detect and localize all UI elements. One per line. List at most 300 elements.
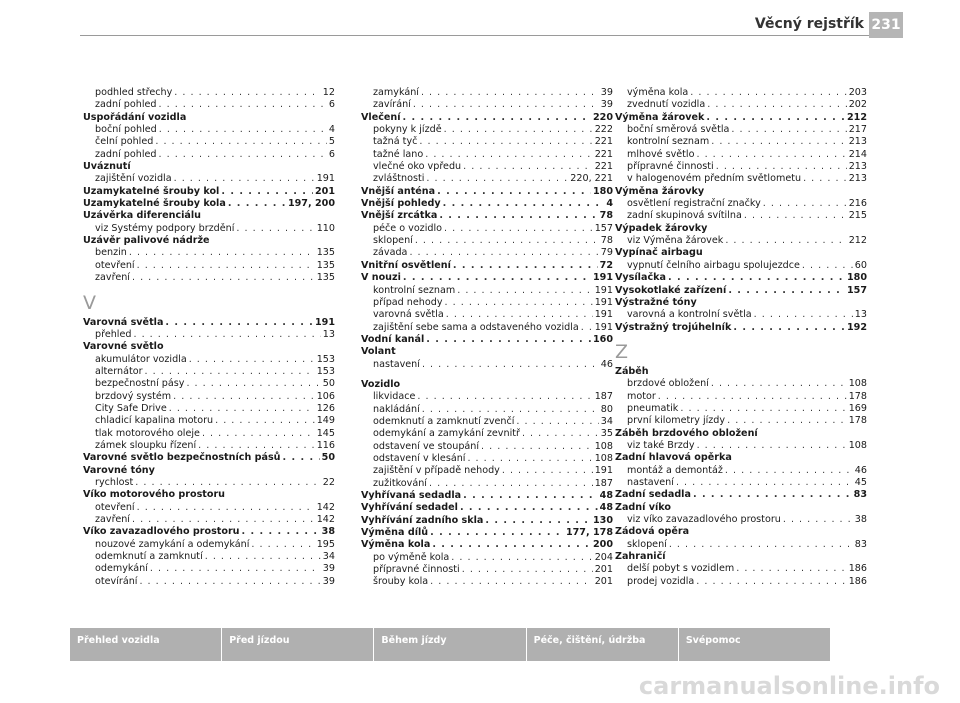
leader-dots xyxy=(205,551,321,563)
leader-dots xyxy=(159,149,327,161)
leader-dots xyxy=(174,87,321,99)
entry-page-ref[interactable]: 191 xyxy=(594,465,613,477)
entry-term: Vlečení xyxy=(361,111,401,123)
entry-term: výměna kola xyxy=(627,87,689,98)
leader-dots xyxy=(432,539,591,551)
entry-term: Vyhřívání sedadel xyxy=(361,502,458,514)
index-entry xyxy=(83,210,335,222)
entry-page-ref[interactable]: 22 xyxy=(322,476,335,488)
entry-page-ref[interactable]: 45 xyxy=(854,476,867,488)
index-entry xyxy=(361,260,613,272)
leader-dots xyxy=(460,502,598,514)
entry-page-ref[interactable]: 177, 178 xyxy=(565,527,613,539)
entry-term: vlečné oko vpředu xyxy=(373,161,462,173)
leader-dots xyxy=(133,329,320,341)
leader-dots xyxy=(221,186,313,198)
entry-page-ref[interactable]: 191 xyxy=(592,272,613,284)
index-subentry xyxy=(83,576,335,588)
entry-page-ref[interactable]: 135 xyxy=(316,272,335,284)
leader-dots xyxy=(736,563,846,575)
index-entry xyxy=(615,366,867,378)
leader-dots xyxy=(426,334,591,346)
index-subentry xyxy=(83,514,335,526)
entry-term: bezpečnostní pásy xyxy=(95,378,185,390)
entry-page-ref[interactable]: 78 xyxy=(600,235,613,247)
entry-page-ref[interactable]: 157 xyxy=(594,222,613,234)
entry-term: brzdový systém xyxy=(95,390,172,402)
index-subentry xyxy=(83,440,335,452)
entry-term: Varovné světlo bezpečnostních pásů xyxy=(83,452,281,464)
index-subentry xyxy=(361,87,613,99)
leader-dots xyxy=(444,223,593,235)
index-subentry xyxy=(615,161,867,173)
chapter-tabs xyxy=(70,628,830,661)
leader-dots xyxy=(725,465,853,477)
entry-term: péče o vozidlo xyxy=(373,222,443,234)
entry-page-ref[interactable]: 178 xyxy=(848,390,867,402)
leader-dots xyxy=(658,391,847,403)
leader-dots xyxy=(446,309,593,321)
entry-term: alternátor xyxy=(95,365,143,377)
index-subentry xyxy=(361,478,613,490)
tab-svepomoc[interactable]: Svépomoc xyxy=(679,628,830,661)
leader-dots xyxy=(186,378,320,390)
leader-dots xyxy=(696,576,846,588)
leader-dots xyxy=(422,359,599,371)
tab-prehled-vozidla[interactable]: Přehled vozidla xyxy=(70,628,222,661)
entry-page-ref[interactable]: 157 xyxy=(846,284,867,296)
entry-term: zavření xyxy=(95,514,130,525)
entry-page-ref[interactable]: 60 xyxy=(854,259,867,271)
leader-dots xyxy=(451,552,592,564)
index-subentry xyxy=(83,247,335,259)
index-entry xyxy=(361,210,613,222)
index-entry xyxy=(615,112,867,124)
entry-page-ref[interactable]: 221 xyxy=(594,136,613,148)
leader-dots xyxy=(457,285,592,297)
entry-page-ref[interactable]: 217 xyxy=(848,124,867,136)
entry-page-ref[interactable]: 200 xyxy=(592,539,613,551)
leader-dots xyxy=(443,198,605,210)
entry-term: Varovné tóny xyxy=(83,464,155,476)
entry-page-ref[interactable]: 39 xyxy=(600,87,613,98)
index-entry xyxy=(361,186,613,198)
entry-term: Výměna žárovky xyxy=(615,185,705,197)
entry-term: kontrolní seznam xyxy=(373,284,456,296)
entry-page-ref[interactable]: 39 xyxy=(600,99,613,111)
entry-term: likvidace xyxy=(373,391,416,403)
entry-term: Vodní kanál xyxy=(361,333,425,345)
entry-term: Varovné světlo xyxy=(83,341,164,353)
entry-page-ref[interactable]: 192 xyxy=(846,321,867,333)
leader-dots xyxy=(690,87,846,99)
leader-dots xyxy=(516,416,598,428)
entry-page-ref[interactable]: 221 xyxy=(594,161,613,173)
entry-term: Uzamykatelné šrouby kola xyxy=(83,198,226,210)
entry-term: montáž a demontáž xyxy=(627,464,723,476)
index-entry xyxy=(615,322,867,334)
entry-term: kontrolní seznam xyxy=(627,136,710,148)
leader-dots xyxy=(731,124,846,136)
spacer xyxy=(361,371,613,379)
entry-term: podhled střechy xyxy=(95,87,173,98)
leader-dots xyxy=(413,99,599,111)
index-subentry xyxy=(361,309,613,321)
entry-page-ref[interactable]: 108 xyxy=(594,452,613,464)
leader-dots xyxy=(415,235,599,247)
index-subentry xyxy=(615,149,867,161)
entry-term: boční pohled xyxy=(95,124,157,136)
entry-page-ref[interactable]: 78 xyxy=(599,210,613,222)
leader-dots xyxy=(137,502,315,514)
entry-page-ref[interactable]: 186 xyxy=(848,563,867,575)
entry-page-ref[interactable]: 72 xyxy=(599,259,613,271)
entry-page-ref[interactable]: 135 xyxy=(316,247,335,259)
index-subentry xyxy=(83,149,335,161)
entry-page-ref[interactable]: 79 xyxy=(600,247,613,259)
page-number: 231 xyxy=(869,12,903,38)
entry-page-ref[interactable]: 220, 221 xyxy=(570,173,613,185)
entry-page-ref[interactable]: 195 xyxy=(316,538,335,550)
entry-term: Zadní hlavová opěrka xyxy=(615,452,732,464)
index-entry xyxy=(615,551,867,563)
index-subentry xyxy=(361,285,613,297)
entry-page-ref[interactable]: 12 xyxy=(322,87,335,98)
index-subentry xyxy=(83,124,335,136)
entry-page-ref[interactable]: 80 xyxy=(600,403,613,415)
index-entry xyxy=(83,465,335,477)
entry-page-ref[interactable]: 180 xyxy=(846,272,867,284)
index-column-1 xyxy=(83,87,335,588)
entry-term: City Safe Drive xyxy=(95,402,167,414)
leader-dots xyxy=(716,161,847,173)
index-subentry xyxy=(615,124,867,136)
leader-dots xyxy=(669,539,853,551)
index-subentry xyxy=(361,149,613,161)
leader-dots xyxy=(522,428,599,440)
entry-term: prodej vozidla xyxy=(627,575,695,587)
leader-dots xyxy=(727,415,847,427)
leader-dots xyxy=(744,210,847,222)
leader-dots xyxy=(668,272,845,284)
entry-page-ref[interactable]: 212 xyxy=(846,111,867,123)
entry-term: Zahraničí xyxy=(615,551,666,563)
index-subentry xyxy=(361,404,613,416)
index-subentry xyxy=(361,124,613,136)
page-header xyxy=(0,0,960,46)
entry-page-ref[interactable]: 34 xyxy=(322,551,335,563)
index-entry xyxy=(83,112,335,124)
entry-term: nastavení xyxy=(373,358,420,370)
entry-page-ref[interactable]: 39 xyxy=(322,563,335,575)
index-subentry xyxy=(615,210,867,222)
entry-page-ref[interactable]: 187 xyxy=(594,477,613,489)
entry-term: odstavení v klesání xyxy=(373,452,466,464)
entry-page-ref[interactable]: 187 xyxy=(594,391,613,403)
entry-page-ref[interactable]: 50 xyxy=(321,452,335,464)
index-subentry xyxy=(83,366,335,378)
index-letter: Z xyxy=(615,340,629,363)
leader-dots xyxy=(707,99,846,111)
entry-page-ref[interactable]: 46 xyxy=(854,464,867,476)
index-entry xyxy=(361,490,613,502)
leader-dots xyxy=(236,223,314,235)
index-subentry xyxy=(83,563,335,575)
entry-page-ref[interactable]: 169 xyxy=(848,402,867,414)
leader-dots xyxy=(165,317,313,329)
index-subentry xyxy=(361,161,613,173)
index-entry xyxy=(615,489,867,501)
entry-page-ref[interactable]: 221 xyxy=(594,148,613,160)
entry-term: Záběh brzdového obložení xyxy=(615,427,758,439)
entry-page-ref[interactable]: 135 xyxy=(316,259,335,271)
entry-term: Víko zavazadlového prostoru xyxy=(83,526,240,538)
index-subentry xyxy=(615,514,867,526)
entry-page-ref[interactable]: 180 xyxy=(592,185,613,197)
index-subentry xyxy=(615,477,867,489)
entry-page-ref[interactable]: 191 xyxy=(594,321,613,333)
leader-dots xyxy=(803,173,847,185)
entry-page-ref[interactable]: 106 xyxy=(316,390,335,402)
entry-term: Volant xyxy=(361,346,396,358)
entry-term: viz Výměna žárovek xyxy=(627,235,724,247)
entry-page-ref[interactable]: 220 xyxy=(592,111,613,123)
entry-page-ref[interactable]: 204 xyxy=(594,551,613,563)
entry-page-ref[interactable]: 201 xyxy=(594,564,613,576)
leader-dots xyxy=(502,465,593,477)
leader-dots xyxy=(676,477,853,489)
entry-page-ref[interactable]: 201 xyxy=(314,185,335,197)
entry-page-ref[interactable]: 130 xyxy=(592,514,613,526)
entry-term: odemknutí a zamknutí xyxy=(95,551,203,563)
entry-term: zajištění v případě nehody xyxy=(373,465,500,477)
entry-page-ref[interactable]: 83 xyxy=(854,538,867,550)
index-subentry xyxy=(615,391,867,403)
entry-page-ref[interactable]: 83 xyxy=(853,489,867,501)
index-entry xyxy=(361,198,613,210)
entry-term: motor xyxy=(627,390,656,402)
entry-term: Víko motorového prostoru xyxy=(83,489,226,501)
index-subentry xyxy=(361,322,613,334)
entry-page-ref[interactable]: 149 xyxy=(316,415,335,427)
index-subentry xyxy=(615,465,867,477)
entry-page-ref[interactable]: 197, 200 xyxy=(287,198,335,210)
entry-page-ref[interactable]: 46 xyxy=(600,358,613,370)
entry-term: mlhové světlo xyxy=(627,148,695,160)
index-subentry xyxy=(615,539,867,551)
index-subentry xyxy=(83,223,335,235)
entry-page-ref[interactable]: 213 xyxy=(848,173,867,185)
index-entry xyxy=(615,502,867,514)
leader-dots xyxy=(711,378,847,390)
entry-term: Vyhřívaná sedadla xyxy=(361,490,462,501)
index-entry xyxy=(83,198,335,210)
leader-dots xyxy=(174,173,315,185)
entry-term: brzdové obložení xyxy=(627,378,709,390)
entry-term: Výměna dílů xyxy=(361,527,429,539)
entry-page-ref[interactable]: 38 xyxy=(321,526,335,538)
entry-page-ref[interactable]: 213 xyxy=(848,136,867,148)
leader-dots xyxy=(169,403,315,415)
entry-page-ref[interactable]: 201 xyxy=(594,576,613,588)
entry-page-ref[interactable]: 6 xyxy=(328,148,335,160)
index-subentry xyxy=(361,552,613,564)
entry-page-ref[interactable]: 108 xyxy=(848,378,867,390)
leader-dots xyxy=(437,186,591,198)
entry-page-ref[interactable]: 34 xyxy=(600,415,613,427)
index-column-3 xyxy=(615,87,867,588)
leader-dots xyxy=(159,124,327,136)
index-subentry xyxy=(615,440,867,452)
index-subentry xyxy=(361,416,613,428)
leader-dots xyxy=(202,428,315,440)
leader-dots xyxy=(215,415,315,427)
entry-page-ref[interactable]: 191 xyxy=(314,316,335,328)
index-subentry xyxy=(615,415,867,427)
entry-page-ref[interactable]: 126 xyxy=(316,402,335,414)
entry-page-ref[interactable]: 13 xyxy=(322,328,335,340)
section-title: Věcný rejstřík xyxy=(754,16,864,32)
entry-term: Vypínač airbagu xyxy=(615,247,703,259)
leader-dots xyxy=(706,112,845,124)
entry-page-ref[interactable]: 145 xyxy=(316,427,335,439)
index-entry xyxy=(83,317,335,329)
entry-term: Zádová opěra xyxy=(615,526,690,538)
entry-page-ref[interactable]: 38 xyxy=(854,514,867,525)
entry-term: nastavení xyxy=(627,476,674,488)
entry-page-ref[interactable]: 39 xyxy=(322,575,335,587)
entry-page-ref[interactable]: 213 xyxy=(848,161,867,173)
leader-dots xyxy=(711,136,846,148)
entry-term: pneumatik xyxy=(627,402,679,414)
index-subentry xyxy=(615,260,867,272)
entry-term: zadní skupinová svítilna xyxy=(627,210,742,222)
leader-dots xyxy=(680,403,846,415)
tab-pred-jizdou[interactable]: Před jízdou xyxy=(222,628,374,661)
entry-term: Uzamykatelné šrouby kol xyxy=(83,185,220,197)
entry-term: Uzávěr palivové nádrže xyxy=(83,235,210,247)
entry-page-ref[interactable]: 4 xyxy=(328,124,335,136)
entry-page-ref[interactable]: 191 xyxy=(594,284,613,296)
leader-dots xyxy=(422,404,599,416)
leader-dots xyxy=(445,297,593,309)
entry-term: po výměně kola xyxy=(373,551,450,563)
tab-pece-cisteni-udrzba[interactable]: Péče, čištění, údržba xyxy=(527,628,679,661)
index-entry xyxy=(361,112,613,124)
entry-page-ref[interactable]: 110 xyxy=(316,222,335,234)
entry-page-ref[interactable]: 202 xyxy=(848,99,867,111)
entry-page-ref[interactable]: 222 xyxy=(594,124,613,136)
leader-dots xyxy=(189,354,315,366)
leader-dots xyxy=(409,247,598,259)
index-subentry xyxy=(83,87,335,99)
entry-page-ref[interactable]: 191 xyxy=(594,296,613,308)
entry-term: Zadní sedadla xyxy=(615,489,691,501)
leader-dots xyxy=(696,149,846,161)
leader-dots xyxy=(430,527,564,539)
index-entry xyxy=(615,223,867,235)
watermark-strip xyxy=(0,672,960,703)
leader-dots xyxy=(444,124,593,136)
index-entry xyxy=(615,526,867,538)
entry-page-ref[interactable]: 35 xyxy=(600,428,613,440)
leader-dots xyxy=(251,539,314,551)
index-subentry xyxy=(83,378,335,390)
index-subentry xyxy=(615,378,867,390)
tab-behem-jizdy[interactable]: Během jízdy xyxy=(374,628,526,661)
entry-page-ref[interactable]: 142 xyxy=(316,514,335,525)
header-rule xyxy=(80,35,871,36)
index-subentry xyxy=(83,539,335,551)
entry-term: Výstražný trojúhelník xyxy=(615,321,732,333)
entry-term: sklopení xyxy=(627,538,667,550)
leader-dots xyxy=(430,576,593,588)
index-subentry xyxy=(615,136,867,148)
entry-page-ref[interactable]: 191 xyxy=(316,173,335,185)
entry-term: varovná a kontrolní světla xyxy=(627,309,752,321)
index-subentry xyxy=(615,309,867,321)
entry-term: Výměna žárovek xyxy=(615,111,705,123)
index-subentry xyxy=(615,99,867,111)
leader-dots xyxy=(129,247,315,259)
index-subentry xyxy=(83,99,335,111)
entry-page-ref[interactable]: 212 xyxy=(848,235,867,247)
entry-page-ref[interactable]: 48 xyxy=(599,490,613,501)
entry-page-ref[interactable]: 13 xyxy=(854,309,867,321)
entry-page-ref[interactable]: 153 xyxy=(316,353,335,365)
entry-page-ref[interactable]: 48 xyxy=(599,502,613,514)
entry-page-ref[interactable]: 108 xyxy=(848,439,867,451)
entry-term: odstavení ve stoupání xyxy=(373,440,480,452)
index-letter: V xyxy=(83,291,96,314)
index-subentry xyxy=(615,87,867,99)
index-subentry xyxy=(83,391,335,403)
leader-dots xyxy=(421,87,599,99)
leader-dots xyxy=(581,322,593,334)
entry-page-ref[interactable]: 108 xyxy=(594,440,613,452)
entry-page-ref[interactable]: 178 xyxy=(848,415,867,427)
index-entry xyxy=(361,539,613,551)
entry-term: tažné lano xyxy=(373,148,424,160)
entry-page-ref[interactable]: 160 xyxy=(592,333,613,345)
entry-page-ref[interactable]: 214 xyxy=(848,148,867,160)
entry-page-ref[interactable]: 142 xyxy=(316,501,335,513)
index-subentry xyxy=(361,391,613,403)
entry-page-ref[interactable]: 216 xyxy=(848,198,867,210)
entry-page-ref[interactable]: 6 xyxy=(328,99,335,111)
index-subentry xyxy=(83,477,335,489)
index-entry xyxy=(615,297,867,309)
entry-term: Vnější anténa xyxy=(361,185,436,197)
entry-page-ref[interactable]: 116 xyxy=(316,439,335,451)
entry-term: odemknutí a zamknutí zvenčí xyxy=(373,415,515,427)
entry-page-ref[interactable]: 153 xyxy=(316,365,335,377)
leader-dots xyxy=(132,272,315,284)
entry-term: viz víko zavazadlového prostoru xyxy=(627,514,781,525)
entry-page-ref[interactable]: 191 xyxy=(594,309,613,321)
index-subentry xyxy=(615,403,867,415)
entry-page-ref[interactable]: 50 xyxy=(322,378,335,390)
index-entry xyxy=(615,186,867,198)
leader-dots xyxy=(403,112,591,124)
entry-page-ref[interactable]: 5 xyxy=(328,136,335,148)
entry-page-ref[interactable]: 215 xyxy=(848,210,867,222)
leader-dots xyxy=(429,478,593,490)
entry-page-ref[interactable]: 4 xyxy=(606,198,613,210)
index-subentry xyxy=(83,403,335,415)
entry-page-ref[interactable]: 186 xyxy=(848,575,867,587)
entry-page-ref[interactable]: 203 xyxy=(848,87,867,98)
